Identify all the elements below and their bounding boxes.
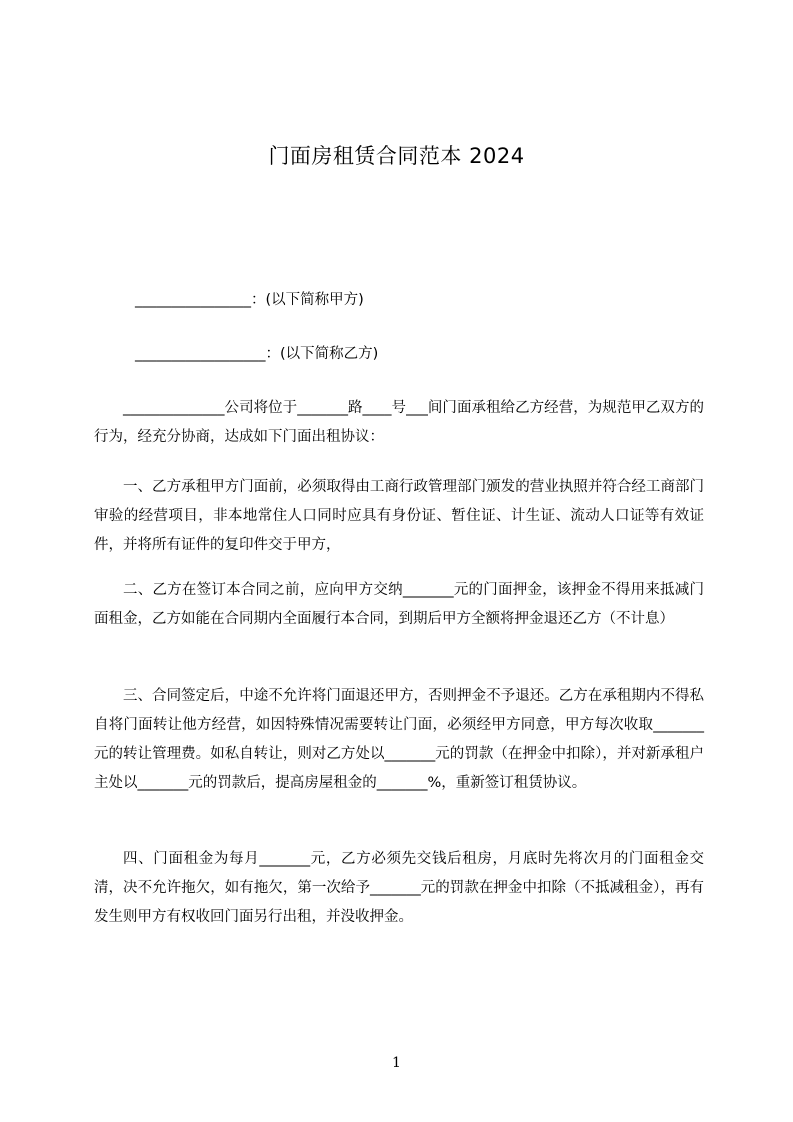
clause-1-paragraph: 一、乙方承租甲方门面前，必须取得由工商行政管理部门颁发的营业执照并符合经工商部门审验的经营项目，非本地常住人口同时应具有身份证、暂住证、计生证、流动人口证等有效证件，并将所有证件的复印件交于甲方， bbox=[94, 479, 704, 553]
clause-3-paragraph: 三、合同签定后，中途不允许将门面退还甲方，否则押金不予退还。乙方在承租期内不得私自将门面转让他方经营，如因特殊情况需要转让门面，必须经甲方同意，甲方每次收取_______元的转让管理费。如私自转让，则对乙方处以_______元的罚款（在押金中扣除），并对新承租户主处以_______元的罚款后，提高房屋租金的_______%，重新签订租赁协议。 bbox=[94, 688, 704, 791]
intro-paragraph: ______________公司将位于_______路____号___间门面承租给乙方经营，为规范甲乙双方的行为，经充分协商，达成如下门面出租协议： bbox=[94, 400, 704, 445]
page-number: 1 bbox=[392, 1055, 401, 1071]
party-a-line: ________________：(以下简称甲方) bbox=[135, 292, 364, 308]
party-b-line: __________________：(以下简称乙方) bbox=[135, 346, 379, 362]
clause-2-paragraph: 二、乙方在签订本合同之前，应向甲方交纳_______元的门面押金，该押金不得用来抵减门面租金，乙方如能在合同期内全面履行本合同，到期后甲方全额将押金退还乙方（不计息） bbox=[94, 582, 704, 627]
clause-4-paragraph: 四、门面租金为每月_______元，乙方必须先交钱后租房，月底时先将次月的门面租金交清，决不允许拖欠，如有拖欠，第一次给予_______元的罚款在押金中扣除（不抵减租金），再有发生则甲方有权收回门面另行出租，并没收押金。 bbox=[94, 851, 704, 925]
document-title: 门面房租赁合同范本 2024 bbox=[268, 144, 525, 168]
